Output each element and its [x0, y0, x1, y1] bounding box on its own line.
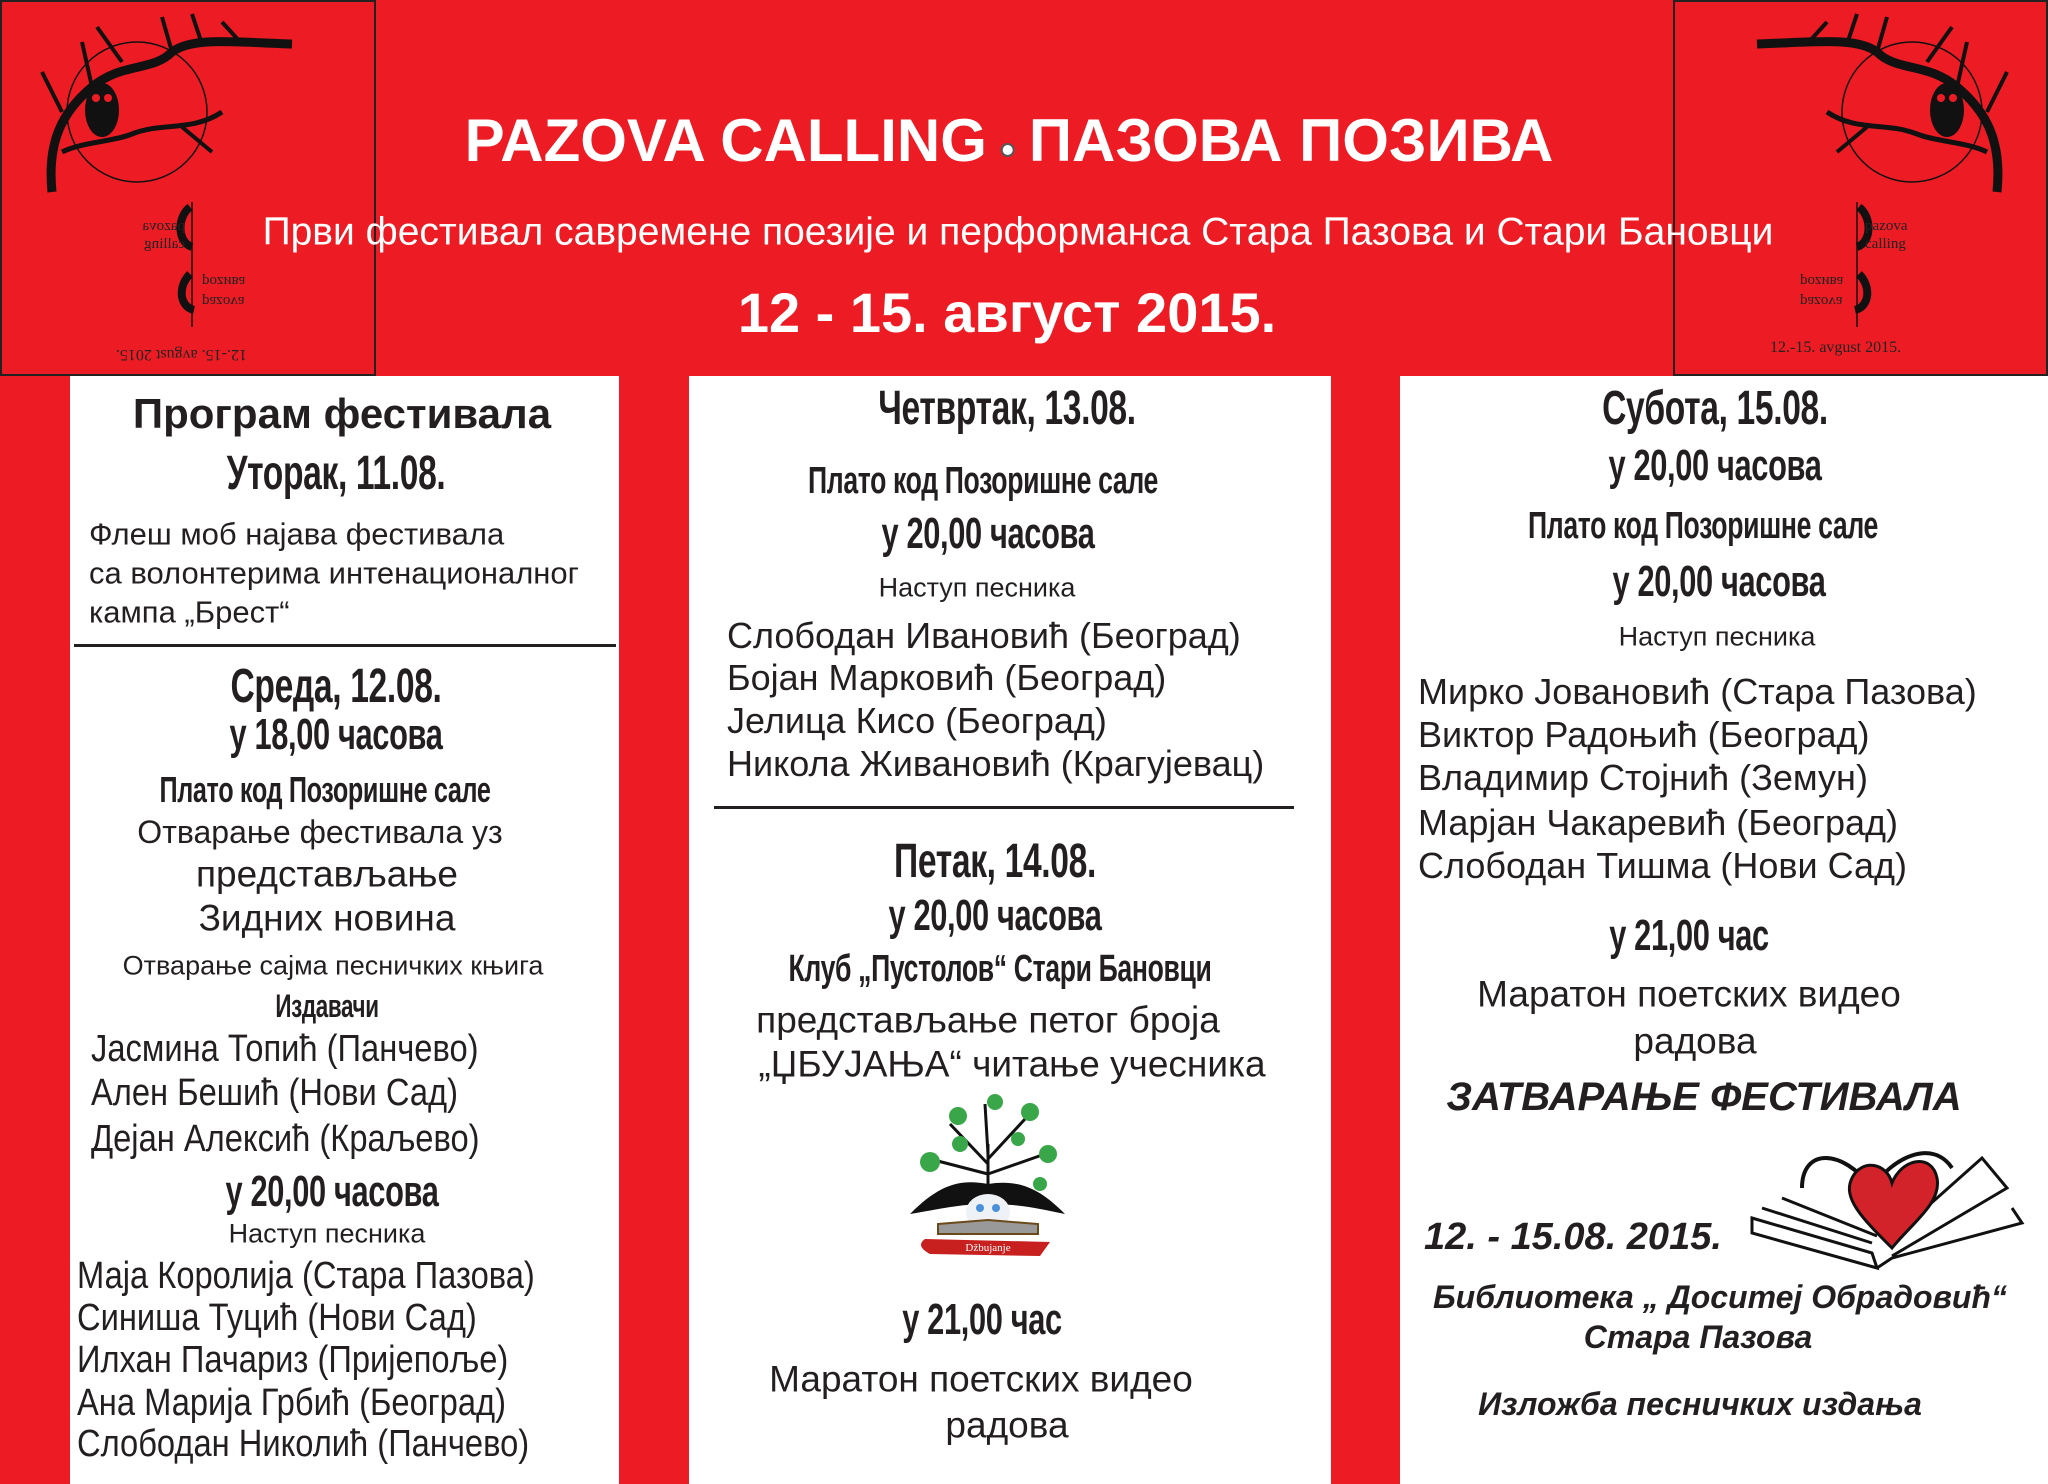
wednesday-time2: у 20,00 часова	[225, 1167, 439, 1216]
thursday-time: у 20,00 часова	[881, 509, 1095, 558]
saturday-time3: у 21,00 час	[1609, 911, 1769, 960]
poet-item: Слободан Ивановић (Београд)	[727, 615, 1241, 656]
marathon-line: радова	[1633, 1020, 1757, 1062]
exhibition: Изложба песничких издања	[1478, 1386, 1922, 1422]
poet-item: Ана Марија Грбић (Београд)	[77, 1382, 506, 1424]
poet-item: Виктор Радоњић (Београд)	[1418, 714, 1870, 755]
title-row	[464, 107, 1554, 174]
heart-book-icon	[1742, 1128, 2027, 1276]
divider	[74, 644, 616, 647]
svg-text:calling: calling	[1865, 236, 1906, 252]
poet-item: Бојан Марковић (Београд)	[727, 657, 1167, 698]
poet-item: Владимир Стојнић (Земун)	[1418, 757, 1868, 798]
opening-line: представљање	[196, 853, 458, 895]
marathon-line: Маратон поетских видео	[1477, 973, 1901, 1015]
poet-item: Марјан Чакаревић (Београд)	[1418, 802, 1899, 843]
tuesday-line: кампа „Брест“	[89, 594, 290, 630]
friday-line: „ЏБУЈАЊА“ читање учесника	[758, 1043, 1266, 1085]
svg-text:pozива: pozива	[1800, 273, 1844, 289]
festival-logo-right	[1673, 0, 2048, 376]
svg-text:12.-15. avgust 2015.: 12.-15. avgust 2015.	[115, 346, 247, 363]
program-title: Програм фестивала	[132, 390, 552, 437]
poet-item: Слободан Тишма (Нови Сад)	[1418, 845, 1908, 886]
svg-text:pazova: pazova	[1865, 218, 1908, 234]
tuesday-line: са волонтерима интенационалног	[89, 555, 579, 591]
owl-tree-icon	[2, 2, 374, 374]
subtitle: Први фестивал савремене поезије и перформанса Стара Пазова и Стари Бановци	[262, 210, 1774, 254]
poet-item: Мирко Јовановић (Стара Пазова)	[1418, 671, 1977, 712]
library-name: Библиотека „ Доситеј Обрадовић“	[1432, 1279, 2008, 1315]
poets-label: Наступ песника	[878, 572, 1076, 603]
opening-line: Зидних новина	[198, 897, 456, 939]
day-wednesday: Среда, 12.08.	[230, 660, 442, 713]
footer-dates: 12. - 15.08. 2015.	[1424, 1216, 1722, 1258]
day-saturday: Субота, 15.08.	[1602, 382, 1828, 435]
svg-text:pazova: pazova	[1800, 293, 1843, 309]
dzbujanje-logo	[900, 1084, 1075, 1264]
friday-line: представљање петог броја	[756, 999, 1220, 1041]
poet-item: Никола Живановић (Крагујевац)	[727, 743, 1265, 784]
friday-time2: у 21,00 час	[902, 1295, 1062, 1344]
book-fair: Отварање сајма песничких књига	[122, 950, 544, 981]
poet-item: Синиша Туцић (Нови Сад)	[77, 1297, 477, 1339]
title-sr: ПАЗОВА ПОЗИВА	[1028, 107, 1554, 174]
library-city: Стара Пазова	[1583, 1319, 1813, 1355]
poets-label: Наступ песника	[1618, 621, 1816, 652]
day-friday: Петак, 14.08.	[894, 835, 1096, 888]
poet-item: Слободан Николић (Панчево)	[77, 1423, 530, 1465]
divider	[714, 806, 1294, 809]
festival-logo-left	[0, 0, 376, 376]
svg-text:pozива: pozива	[202, 273, 246, 289]
tuesday-line: Флеш моб најава фестивала	[89, 516, 505, 552]
poets-label: Наступ песника	[228, 1218, 426, 1249]
owl-tree-icon	[1675, 2, 2047, 374]
marathon-line: радова	[945, 1404, 1069, 1446]
wednesday-venue: Плато код Позоришне сале	[159, 769, 491, 810]
publisher-item: Дејан Алексић (Краљево)	[91, 1118, 480, 1160]
svg-text:calling: calling	[144, 236, 185, 252]
publisher-item: Ален Бешић (Нови Сад)	[91, 1072, 458, 1114]
poet-item: Илхан Пачариз (Пријепоље)	[77, 1339, 509, 1381]
title-en: PAZOVA CALLING	[464, 107, 987, 174]
thursday-venue: Плато код Позоришне сале	[808, 460, 1158, 502]
opening-line: Отварање фестивала уз	[137, 814, 503, 850]
publishers-label: Издавачи	[275, 988, 379, 1024]
svg-text:Džbujanje: Džbujanje	[965, 1242, 1011, 1254]
svg-text:12.-15. avgust 2015.: 12.-15. avgust 2015.	[1770, 339, 1902, 356]
poet-item: Маја Королија (Стара Пазова)	[77, 1255, 535, 1297]
saturday-time2: у 20,00 часова	[1612, 557, 1826, 606]
publisher-item: Јасмина Топић (Панчево)	[91, 1028, 479, 1070]
svg-text:pazova: pazova	[142, 218, 185, 234]
festival-dates: 12 - 15. август 2015.	[737, 281, 1277, 344]
saturday-venue: Плато код Позоришне сале	[1528, 505, 1878, 547]
day-thursday: Четвртак, 13.08.	[878, 382, 1136, 435]
friday-venue: Клуб „Пустолов“ Стари Бановци	[788, 948, 1212, 990]
day-tuesday: Уторак, 11.08.	[226, 447, 446, 500]
saturday-time: у 20,00 часова	[1608, 441, 1822, 490]
marathon-line: Маратон поетских видео	[769, 1358, 1193, 1400]
wednesday-time: у 18,00 часова	[229, 710, 443, 759]
festival-closing: ЗАТВАРАЊЕ ФЕСТИВАЛА	[1446, 1075, 1962, 1119]
bullet-icon	[1001, 143, 1015, 157]
friday-time: у 20,00 часова	[888, 891, 1102, 940]
poet-item: Јелица Кисо (Београд)	[727, 700, 1107, 741]
svg-text:pazova: pazova	[202, 293, 245, 309]
